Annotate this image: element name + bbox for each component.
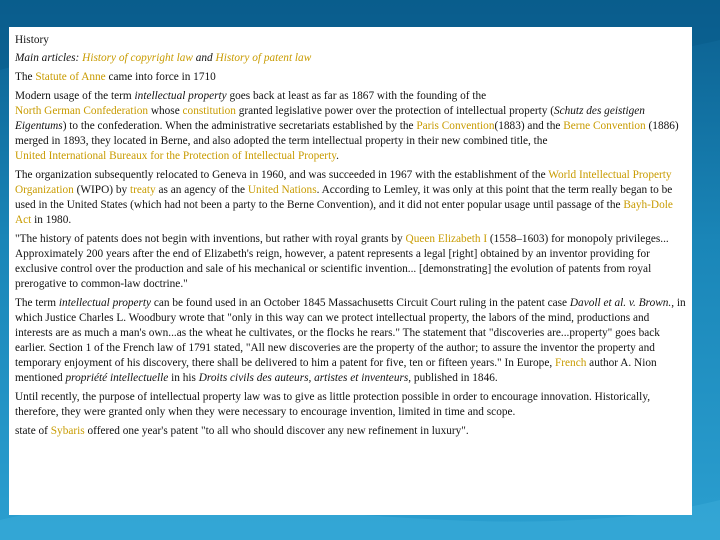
paragraph-patent-history-quote: "The history of patents does not begin with inventions, but rather with royal grants by Queen Elizabeth I (1558–1603) for monopoly privileges... Approximately 200 years after the end of Elizabeth's reign, however, a patent represents a legal [right] obtained by an inventor providing for exclusive control over the production and sale of his mechanical or scientific invention... [demonstrating] the evolution of patents from royal prerogative to common-law doctrine." [15, 233, 669, 290]
paragraph-purpose: Until recently, the purpose of intellectual property law was to give as little protection possible in order to encourage innovation. Historically, therefore, they were granted only when they were necessary to encourage invention, limited in time and scope. [15, 391, 651, 418]
link-french[interactable]: French [554, 357, 587, 369]
link-wipo[interactable]: World Intellectual Property Organization [15, 169, 672, 196]
main-articles-prefix: Main articles: [15, 52, 83, 64]
link-queen-elizabeth-i[interactable]: Queen Elizabeth I [405, 233, 488, 245]
section-heading: History [15, 34, 49, 46]
paragraph-term-origin: The term intellectual property can be found used in an October 1845 Massachusetts Circuit Court ruling in the patent case Davoll et al. v. Brown., in which Justice Charles L. Woodbury wrote that "only in this way can we protect intellectual property, the labors of the mind, productions and interests are as much a man's own...as the wheat he cultivates, or the flocks he rears." The statement that "discoveries are...property" goes back earlier. Section 1 of the French law of 1791 stated, "All new discoveries are the property of the author; to assure the inventor the property and temporary enjoyment of his discovery, there shall be delivered to him a patent for five, ten or fifteen years." In Europe, French author A. Nion mentioned propriété intellectuelle in his Droits civils des auteurs, artistes et inventeurs, published in 1846. [15, 297, 686, 384]
link-bayh-dole-act[interactable]: Bayh-Dole Act [15, 199, 673, 226]
link-berne-convention[interactable]: Berne Convention [563, 120, 646, 132]
paragraph-wipo: The organization subsequently relocated to Geneva in 1960, and was succeeded in 1967 with the establishment of the World Intellectual Property Organization (WIPO) by treaty as an agency of the United Nations. According to Lemley, it was only at this point that the term really began to be used in the United States (which had not been a party to the Berne Convention), and it did not enter popular usage until passage of the Bayh-Dole Act in 1980. [15, 169, 673, 226]
link-united-nations[interactable]: United Nations [247, 184, 317, 196]
paragraph-sybaris: state of Sybaris offered one year's patent "to all who should discover any new refinement in luxury". [15, 425, 469, 437]
text-content-box [9, 27, 692, 515]
link-history-of-patent-law[interactable]: History of patent law [215, 52, 312, 64]
link-united-international-bureaux[interactable]: United International Bureaux for the Protection of Intellectual Property [15, 150, 337, 162]
paragraph-modern-usage: Modern usage of the term intellectual property goes back at least as far as 1867 with the founding of the North German Confederation whose constitution granted legislative power over the protection of intellectual property (Schutz des geistigen Eigentums) to the confederation. When the administrative secretariats established by the Paris Convention(1883) and the Berne Convention (1886) merged in 1893, they located in Berne, and also adopted the term intellectual property in their new combined title, the United International Bureaux for the Protection of Intellectual Property. [15, 90, 679, 162]
link-north-german-confederation[interactable]: North German Confederation [15, 105, 149, 117]
link-sybaris[interactable]: Sybaris [50, 425, 85, 437]
link-history-of-copyright-law[interactable]: History of copyright law [82, 52, 193, 64]
main-articles-line: Main articles: History of copyright law and History of patent law [15, 52, 312, 64]
link-constitution[interactable]: constitution [182, 105, 236, 117]
paragraph-statute: The Statute of Anne came into force in 1710 [15, 71, 216, 83]
link-treaty[interactable]: treaty [129, 184, 156, 196]
link-statute-of-anne[interactable]: Statute of Anne [35, 71, 106, 83]
link-paris-convention[interactable]: Paris Convention [416, 120, 495, 132]
